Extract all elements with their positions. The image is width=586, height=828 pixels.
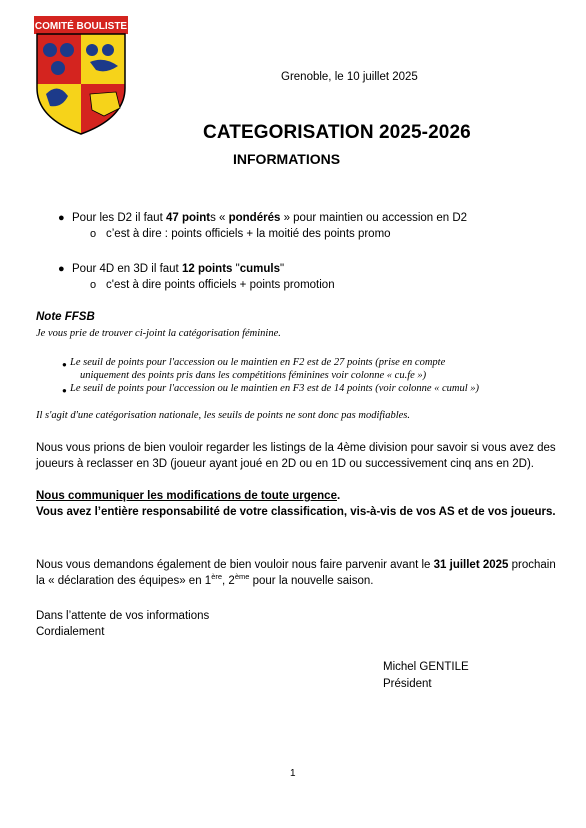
body-paragraph-urgent	[36, 489, 556, 505]
note-item-line: Le seuil de points pour l'accession ou le maintien en F2 est de 27 points (prise en compte	[70, 357, 446, 368]
urgent-notice-end: .	[336, 490, 341, 502]
sub-bullet-text: c’est à dire : points officiels + la moitié des points promo	[106, 228, 391, 240]
bullet-bold: pondérés	[228, 212, 281, 224]
responsibility-text: Vous avez l’entière responsabilité de votre classification, vis-à-vis de vos AS et de vos joueurs.	[36, 506, 556, 518]
bullet-dot: ●	[58, 263, 65, 275]
comite-bouliste-logo	[34, 16, 128, 136]
ordinal-sup: ème	[234, 571, 250, 581]
declaration-text: prochain la « déclaration des équipes» en 1	[36, 559, 556, 587]
body-paragraph-responsibility	[36, 505, 556, 521]
bullet-bold: 47 point	[165, 212, 211, 224]
closing-line: Dans l’attente de vos informations	[36, 610, 210, 622]
bullet-text: Pour les D2 il faut	[72, 212, 166, 224]
bullet-item-d2	[0, 211, 586, 251]
note-item-line: uniquement des points pris dans les compétitions féminines voir colonne « cu.fe »)	[80, 370, 427, 381]
sub-bullet-text: c'est à dire points officiels + points promotion	[106, 279, 335, 291]
body-paragraph-reclass: Nous vous prions de bien vouloir regarder les listings de la 4ème division pour savoir si vous avez des joueurs à reclasser en 3D (joueur ayant joué en 2D ou en 1D ou successivement cinq ans en 2D).	[36, 442, 556, 470]
bullet-bold: 12 points	[181, 263, 233, 275]
declaration-text: pour la nouvelle saison.	[249, 574, 374, 587]
note-list	[0, 356, 586, 396]
signature-role: Président	[383, 678, 432, 690]
declaration-deadline: 31 juillet 2025	[433, 559, 509, 571]
bullet-bold: cumuls	[239, 263, 280, 275]
bullet-text: » pour maintien ou accession en D2	[280, 212, 468, 224]
letter-date: Grenoble, le 10 juillet 2025	[281, 71, 418, 83]
note-intro: Je vous prie de trouver ci-joint la catégorisation féminine.	[36, 328, 281, 339]
note-bullet: ●	[62, 360, 67, 369]
bullet-text: "	[279, 263, 285, 275]
ordinal-sup: ère	[211, 571, 223, 581]
declaration-text: , 2	[222, 574, 235, 587]
note-bullet: ●	[62, 386, 67, 395]
note-title: Note FFSB	[36, 311, 95, 323]
page-title: CATEGORISATION 2025-2026	[203, 122, 471, 143]
note-conclusion: Il s'agit d'une catégorisation nationale, les seuils de points ne sont donc pas modifiables.	[36, 410, 411, 421]
bullet-dot: ●	[58, 212, 65, 224]
note-item-line: Le seuil de points pour l'accession ou le maintien en F3 est de 14 points (voir colonne « cumul »)	[70, 383, 480, 394]
body-paragraph-declaration	[36, 558, 556, 589]
page-subtitle: INFORMATIONS	[233, 151, 341, 167]
page-number: 1	[290, 768, 296, 779]
bullet-item-4d	[0, 262, 586, 302]
sub-bullet-circle: o	[90, 228, 97, 240]
sub-bullet-circle: o	[90, 279, 97, 291]
bullet-text: s «	[210, 212, 229, 224]
declaration-text: Nous vous demandons également de bien vouloir nous faire parvenir avant le	[36, 559, 434, 571]
bullet-text: Pour 4D en 3D il faut	[72, 263, 182, 275]
bullet-text: "	[232, 263, 240, 275]
urgent-notice: Nous communiquer les modifications de toute urgence	[36, 490, 337, 502]
closing-regards: Cordialement	[36, 626, 105, 638]
signature-name: Michel GENTILE	[383, 661, 469, 673]
logo-text: COMITÉ BOULISTE	[34, 21, 128, 32]
